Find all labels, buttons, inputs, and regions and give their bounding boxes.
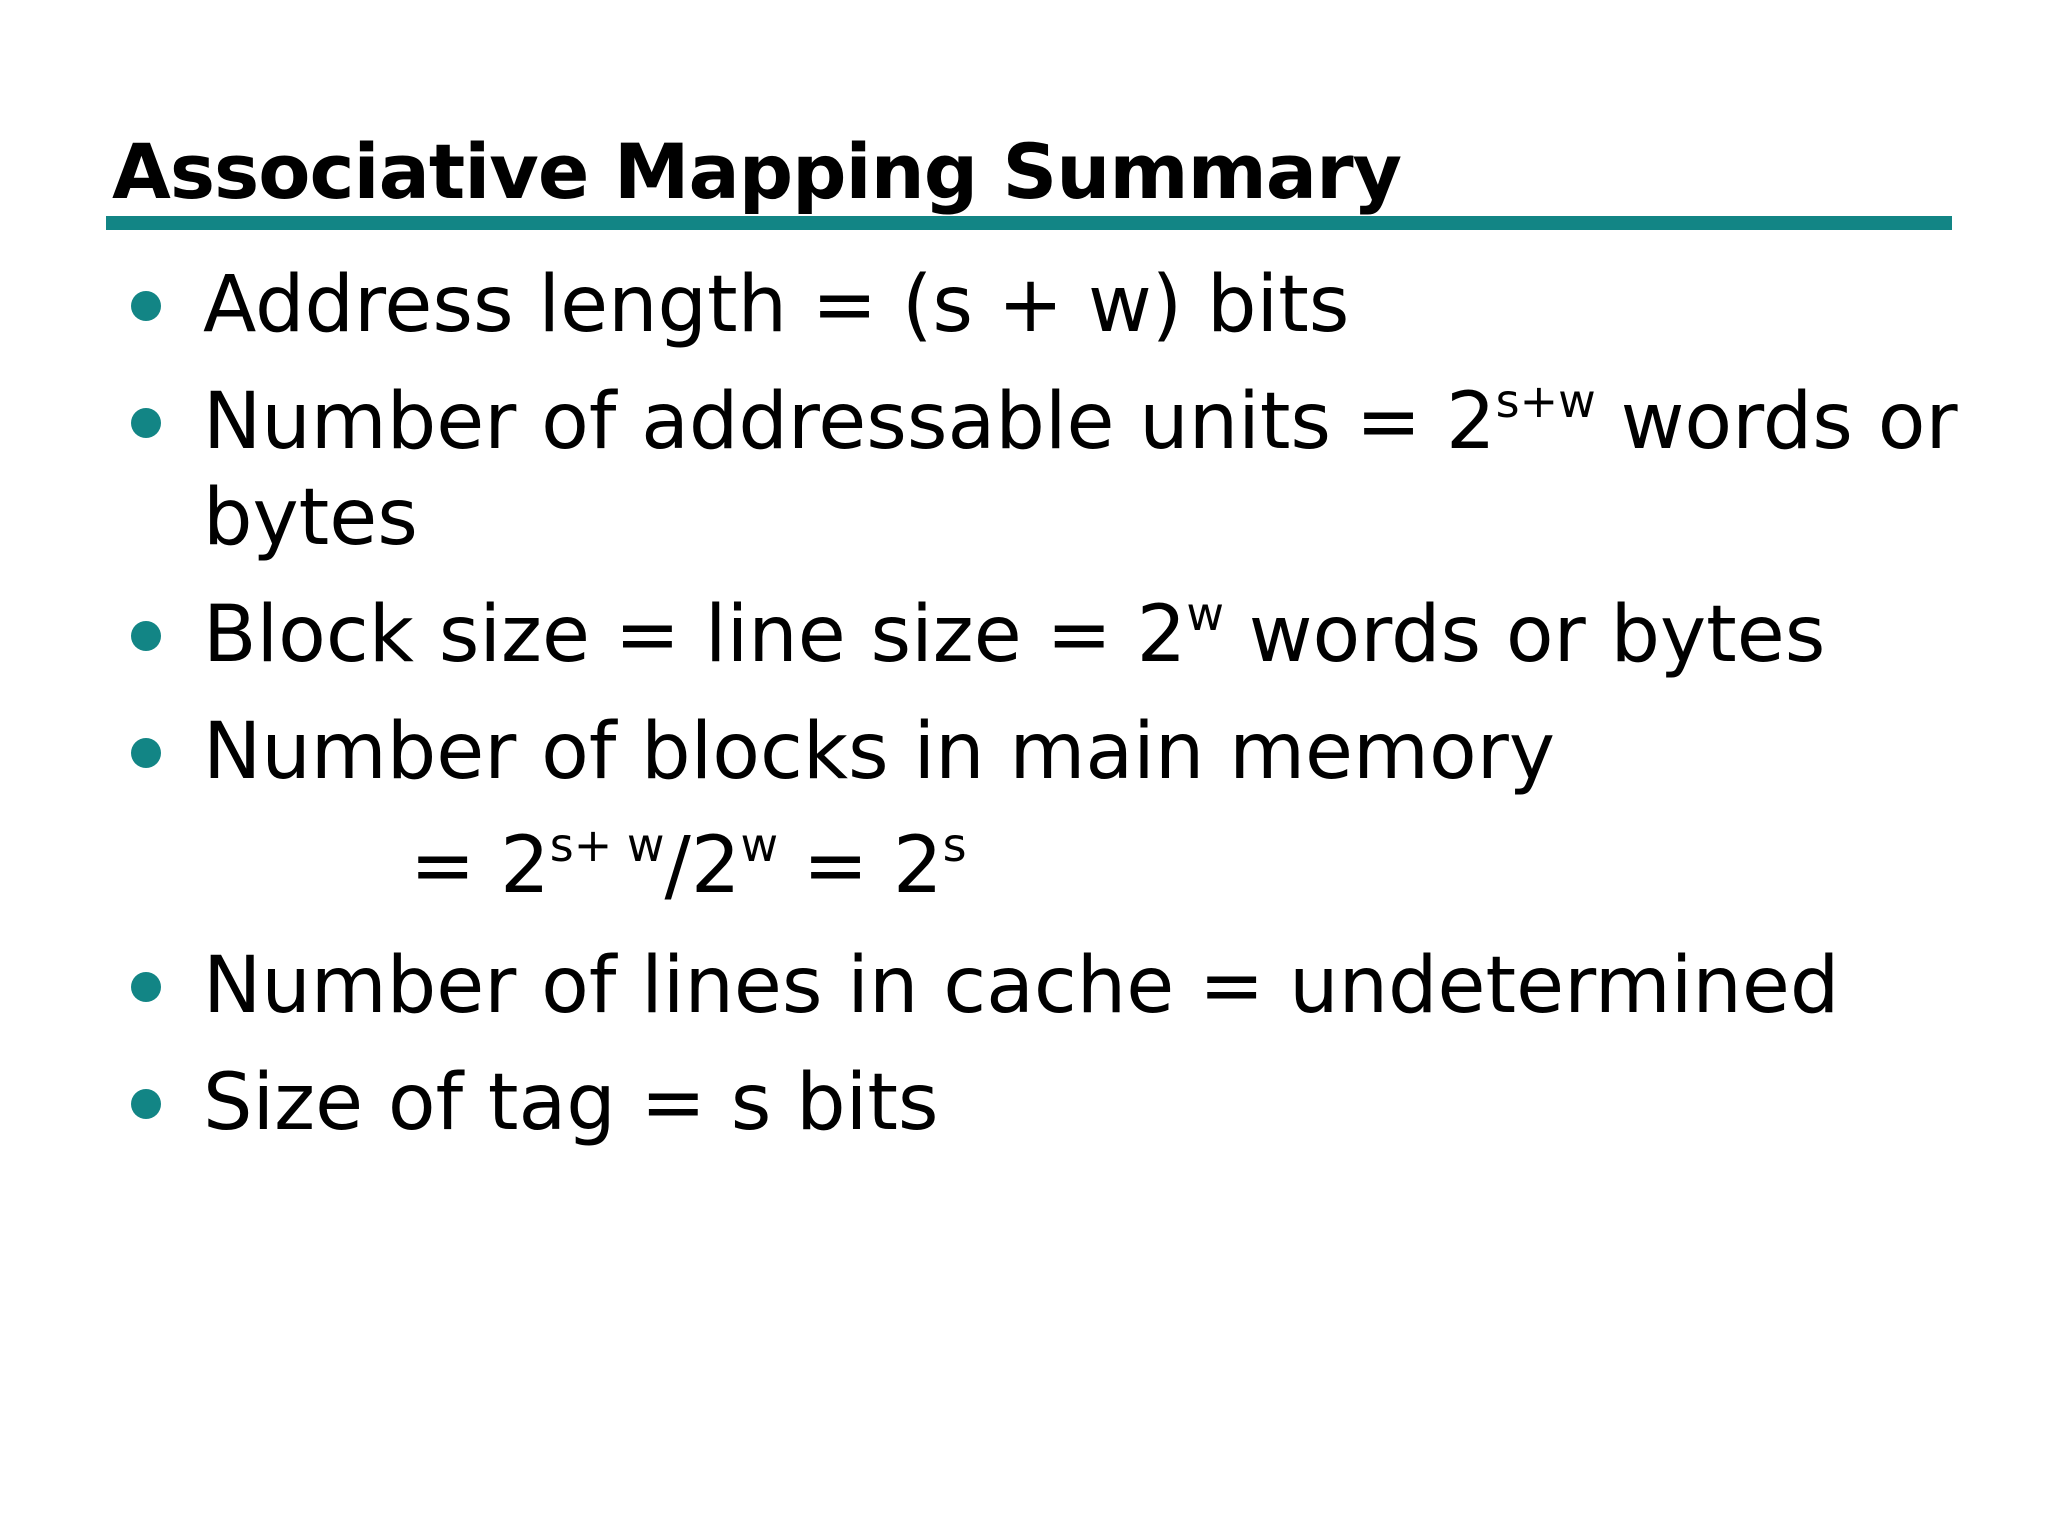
item-exponent: s+w — [1495, 374, 1596, 428]
formula-exponent: s+ w — [549, 818, 665, 872]
item-text: Block size = line size = 2 — [203, 590, 1187, 680]
blocks-formula — [410, 818, 967, 914]
item-text: words or bytes — [203, 377, 1958, 563]
item-text: words or bytes — [1223, 590, 1826, 680]
item-exponent: w — [1186, 587, 1224, 641]
item-text: Size of tag = s bits — [203, 1058, 939, 1148]
slide-title: Associative Mapping Summary — [112, 127, 1402, 216]
title-underline — [106, 216, 1952, 230]
formula-text: = 2 — [778, 821, 943, 911]
bullet-dot-icon — [131, 972, 161, 1002]
list-item-address-length — [203, 257, 1993, 353]
item-text: Number of lines in cache = undetermined — [203, 941, 1840, 1031]
formula-exponent: w — [740, 818, 779, 872]
bullet-dot-icon — [131, 291, 161, 321]
item-text: Number of addressable units = 2 — [203, 377, 1496, 467]
formula-text: /2 — [664, 821, 741, 911]
list-item-addressable-units — [203, 374, 1993, 566]
list-item-lines-in-cache — [203, 938, 1993, 1034]
item-text: Address length = (s + w) bits — [203, 260, 1350, 350]
bullet-dot-icon — [131, 1089, 161, 1119]
list-item-blocks-in-memory — [203, 704, 1993, 800]
formula-text: = 2 — [410, 821, 550, 911]
bullet-dot-icon — [131, 408, 161, 438]
bullet-dot-icon — [131, 621, 161, 651]
formula-exponent: s — [942, 818, 967, 872]
list-item-block-size — [203, 587, 1993, 683]
item-text: Number of blocks in main memory — [203, 707, 1555, 797]
list-item-tag-size — [203, 1055, 1993, 1151]
bullet-dot-icon — [131, 738, 161, 768]
